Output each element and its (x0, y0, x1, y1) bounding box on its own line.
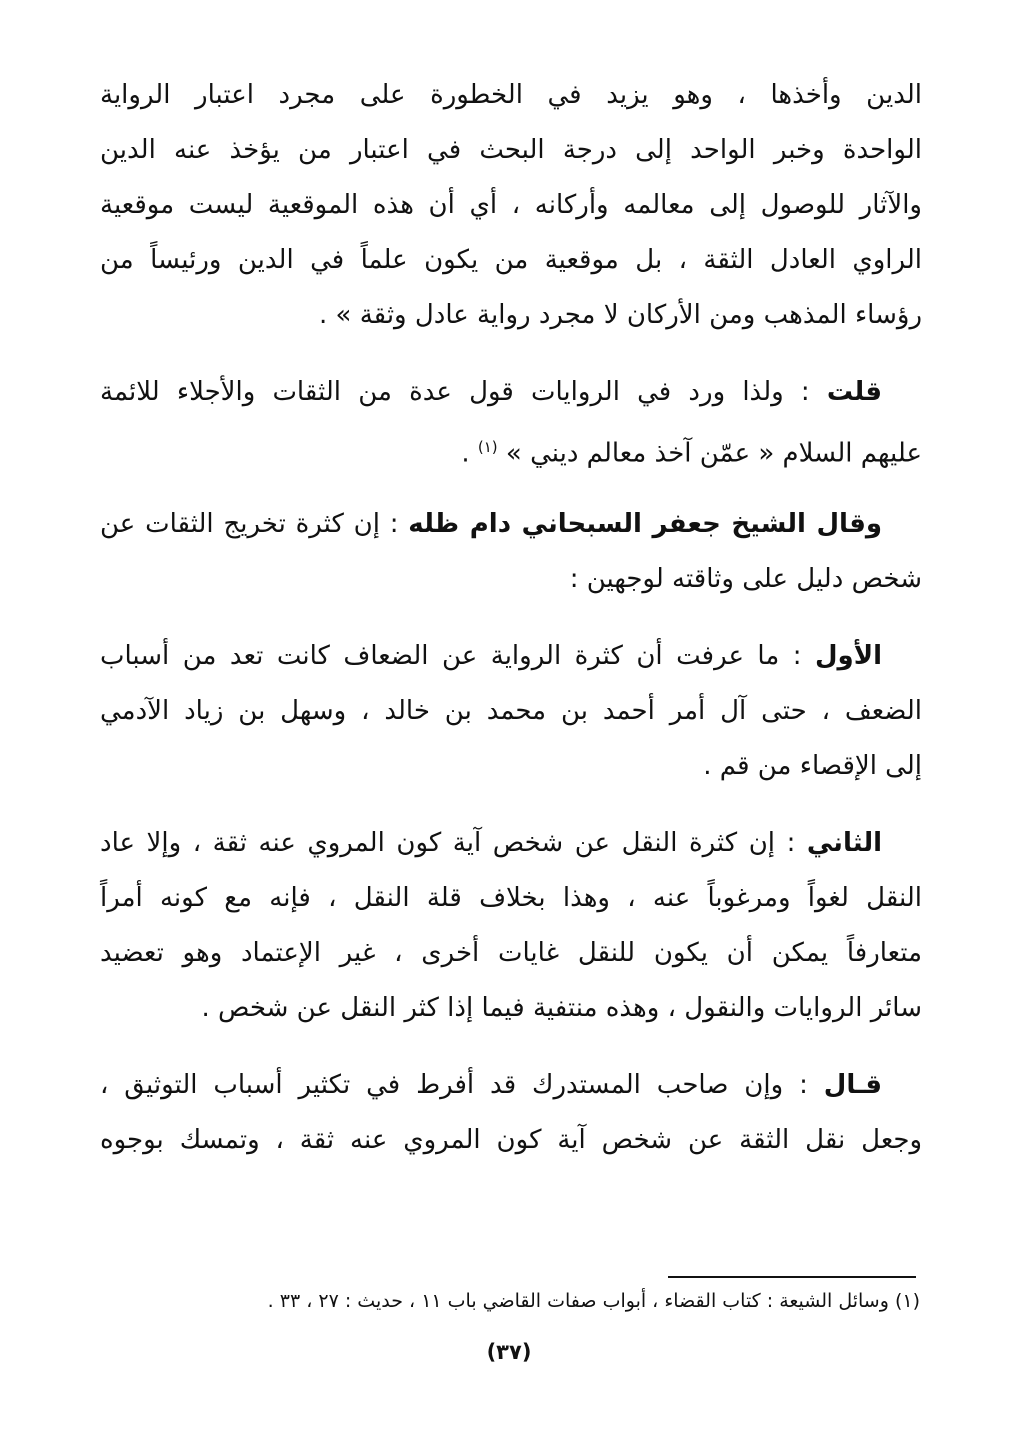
text-line: متعارفاً يمكن أن يكون للنقل غايات أخرى ، غير الإعتماد وهو تعضيد (100, 938, 922, 968)
text-line: والآثار للوصول إلى معالمه وأركانه ، أي أن هذه الموقعية ليست موقعية (100, 190, 922, 220)
text-line: الواحدة وخبر الواحد إلى درجة البحث في اعتبار من يؤخذ عنه الدين (100, 135, 922, 165)
footnote: (١) وسائل الشيعة : كتاب القضاء ، أبواب صفات القاضي باب ١١ ، حديث : ٢٧ ، ٣٣ . (267, 1290, 920, 1312)
text-line: الراوي العادل الثقة ، بل موقعية من يكون علماً في الدين ورئيساً من (100, 245, 922, 275)
paragraph-6 (100, 1058, 922, 1168)
footnote-ref: (١) (477, 438, 498, 456)
text-line: شخص دليل على وثاقته لوجهين : (569, 564, 922, 594)
text-line: الضعف ، حتى آل أمر أحمد بن محمد بن خالد ، وسهل بن زياد الآدمي (100, 696, 922, 726)
page-body (100, 68, 922, 1190)
lead-word: الثاني (806, 828, 882, 858)
line-text: : إن كثرة تخريج الثقات عن (100, 509, 409, 539)
paragraph-4 (100, 629, 922, 794)
page-number: (٣٧) (486, 1340, 532, 1364)
line-text: : ما عرفت أن كثرة الرواية عن الضعاف كانت تعد من أسباب (100, 641, 815, 671)
text-line: رؤساء المذهب ومن الأركان لا مجرد رواية عادل وثقة » . (319, 300, 922, 330)
lead-word: الأول (815, 641, 882, 671)
text-line: إلى الإقصاء من قم . (703, 751, 922, 781)
lead-word: قـال (823, 1070, 882, 1100)
line-tail: . (461, 438, 478, 469)
paragraph-3 (100, 497, 922, 607)
text-line: سائر الروايات والنقول ، وهذه منتفية فيما إذا كثر النقل عن شخص . (201, 993, 922, 1023)
footnote-divider (668, 1276, 916, 1278)
line-text: عليهم السلام « عمّن آخذ معالم ديني » (505, 438, 922, 469)
text-line: الدين وأخذها ، وهو يزيد في الخطورة على مجرد اعتبار الرواية (100, 80, 922, 110)
lead-word: وقال الشيخ جعفر السبحاني دام ظله (408, 509, 883, 539)
paragraph-2 (100, 365, 922, 475)
paragraph-5 (100, 816, 922, 1036)
text-line (100, 1058, 922, 1113)
text-line (100, 816, 922, 871)
line-text: : إن كثرة النقل عن شخص آية كون المروي عنه ثقة ، وإلا عاد (100, 828, 807, 858)
text-line (100, 420, 922, 475)
lead-word: قلت (826, 377, 882, 407)
text-line (100, 629, 922, 684)
line-text: : ولذا ورد في الروايات قول عدة من الثقات والأجلاء للائمة (100, 377, 827, 407)
text-line: وجعل نقل الثقة عن شخص آية كون المروي عنه ثقة ، وتمسك بوجوه (100, 1125, 922, 1155)
paragraph-1 (100, 68, 922, 343)
text-line (100, 365, 922, 420)
line-text: : وإن صاحب المستدرك قد أفرط في تكثير أسباب التوثيق ، (100, 1070, 824, 1100)
text-line (100, 497, 922, 552)
text-line: النقل لغواً ومرغوباً عنه ، وهذا بخلاف قلة النقل ، فإنه مع كونه أمراً (100, 883, 922, 913)
